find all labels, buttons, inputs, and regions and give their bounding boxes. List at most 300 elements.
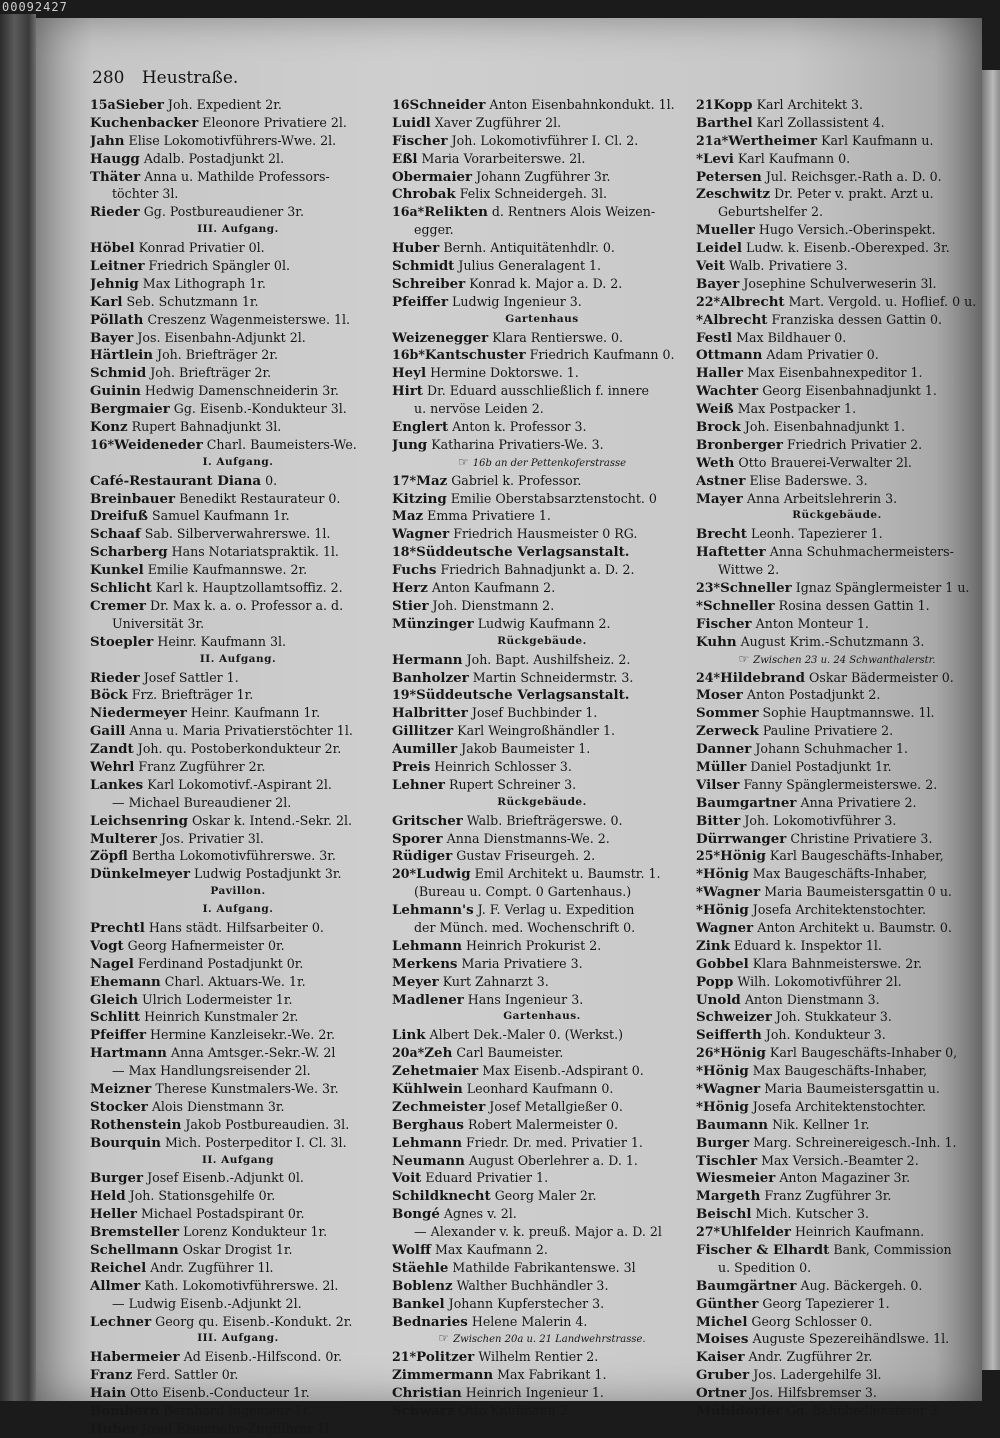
resident-name: Jehnig [90, 275, 139, 292]
resident-details: Klara Rentierswe. 0. [492, 329, 624, 345]
resident-details: Jakob Baumeister 1. [461, 741, 591, 757]
house-number: 16a* [392, 204, 425, 220]
resident-details: Dr. Eduard ausschließlich f. innere [427, 383, 649, 399]
resident-name: Weth [696, 454, 735, 471]
directory-entry [392, 525, 692, 543]
resident-name: Lechner [90, 1313, 152, 1330]
directory-entry [90, 722, 386, 740]
resident-name: Held [90, 1188, 126, 1205]
resident-name: Lankes [90, 776, 144, 793]
resident-name: Kühlwein [392, 1080, 463, 1097]
resident-details: Konrad Privatier 0l. [138, 240, 265, 256]
resident-details: Hans städt. Hilfsarbeiter 0. [148, 919, 324, 935]
section-heading: II. Aufgang. [199, 652, 277, 665]
directory-entry [392, 686, 692, 704]
directory-entry [696, 1241, 978, 1259]
resident-details: Anna Privatiere 2. [800, 794, 917, 810]
resident-details: Anton Dienstmann 3. [744, 991, 880, 1007]
directory-entry [90, 937, 386, 955]
resident-name: Scharberg [90, 544, 168, 561]
resident-name: Herz [392, 580, 428, 597]
resident-name: Boblenz [392, 1277, 453, 1294]
resident-details: Friedrich Privatier 2. [786, 436, 923, 452]
section-heading: Pavillon. [210, 885, 266, 898]
directory-entry [90, 1313, 386, 1331]
directory-entry [696, 382, 978, 400]
entry-continuation: (Bureau u. Compt. 0 Gartenhaus.) [414, 884, 632, 900]
resident-name: Schneider [409, 97, 486, 113]
directory-entry [696, 525, 978, 543]
resident-name: Pfeiffer [392, 293, 449, 310]
directory-entry [696, 883, 978, 901]
directory-entry [696, 1098, 978, 1116]
directory-entry [90, 96, 386, 114]
resident-name: Link [392, 1027, 426, 1044]
resident-details: Otto Brauerei-Verwalter 2l. [738, 454, 912, 470]
directory-entry [392, 579, 692, 597]
section-heading: Rückgebäude. [497, 634, 587, 647]
entry-continuation: — Michael Bureaudiener 2l. [112, 794, 292, 810]
entry-continuation: — Ludwig Eisenb.-Adjunkt 2l. [112, 1295, 302, 1311]
resident-details: Julius Generalagent 1. [458, 258, 602, 274]
directory-entry [392, 722, 692, 740]
resident-details: Daniel Postadjunkt 1r. [750, 758, 892, 774]
resident-details: Karl Baugeschäfts-Inhaber, [769, 848, 944, 864]
directory-entry [392, 1116, 692, 1134]
directory-entry [392, 704, 692, 722]
resident-name: Hirt [392, 383, 423, 400]
directory-entry [90, 329, 386, 347]
entry-continuation: Wittwe 2. [718, 562, 780, 578]
resident-details: Karl Baugeschäfts-Inhaber 0, [769, 1045, 958, 1061]
entry-continuation: töchter 3l. [112, 186, 179, 202]
directory-entry [90, 1205, 386, 1223]
directory-entry [392, 901, 692, 919]
resident-name: Bayer [696, 275, 740, 292]
directory-entry [90, 364, 386, 382]
resident-details: Joh. Kondukteur 3. [765, 1027, 886, 1043]
resident-details: Klara Bahnmeisterswe. 2r. [752, 955, 922, 971]
resident-name: Voit [392, 1170, 422, 1187]
directory-entry [696, 472, 978, 490]
resident-name: Bitter [696, 812, 741, 829]
resident-name: *Hönig [696, 1098, 749, 1115]
directory-entry [90, 507, 386, 525]
directory-entry [392, 1384, 692, 1402]
resident-details: Ludwig Ingenieur 3. [452, 293, 582, 309]
pointing-hand-icon: ☞ [457, 454, 469, 469]
directory-entry [392, 615, 692, 633]
resident-details: Joh. Lokomotivführer I. Cl. 2. [451, 132, 639, 148]
directory-entry [392, 472, 692, 490]
resident-details: Joh. Stationsgehilfe 0r. [129, 1188, 276, 1204]
directory-entry [392, 1026, 692, 1044]
resident-name: Wolff [392, 1242, 431, 1258]
directory-entry [392, 991, 692, 1009]
resident-name: Franz [90, 1367, 133, 1384]
resident-details: Hugo Versich.-Oberinspekt. [758, 222, 936, 238]
resident-name: Höbel [90, 240, 135, 257]
directory-entry [392, 239, 692, 257]
resident-details: Jos. Ladergehilfe 3l. [753, 1367, 882, 1383]
section-heading: Gartenhaus. [503, 1010, 581, 1023]
directory-entry [696, 1295, 978, 1313]
directory-entry [392, 364, 692, 382]
resident-details: Adam Privatier 0. [766, 347, 879, 363]
page-header [92, 68, 238, 88]
resident-details: Franz Zugführer 3r. [764, 1188, 892, 1204]
directory-entry [90, 114, 386, 132]
resident-name: Politzer [416, 1349, 475, 1366]
resident-details: Max Baugeschäfts-Inhaber, [752, 1063, 928, 1079]
resident-name: Café-Restaurant Diana [90, 472, 262, 489]
directory-entry [392, 740, 692, 758]
resident-name: Brock [696, 419, 741, 436]
directory-entry [696, 132, 978, 150]
directory-entry [90, 1402, 386, 1420]
directory-entry [90, 382, 386, 400]
resident-details: Oskar Bädermeister 0. [809, 669, 954, 685]
resident-name: Luidl [392, 114, 431, 131]
directory-entry [696, 543, 978, 561]
resident-name: Hain [90, 1385, 127, 1402]
resident-name: Reichel [90, 1259, 147, 1276]
resident-details: Jos. Hilfsbremser 3. [750, 1385, 877, 1401]
resident-name: Allmer [90, 1277, 141, 1294]
directory-column-2 [392, 96, 692, 1420]
resident-name: Hildebrand [720, 669, 806, 686]
resident-details: Kath. Lokomotivführerswe. 2l. [144, 1277, 339, 1293]
section-heading: III. Aufgang. [197, 1332, 279, 1345]
directory-entry [90, 865, 386, 883]
resident-details: Mathilde Fabrikantenswe. 3l [452, 1259, 636, 1275]
resident-name: Fuchs [392, 562, 437, 579]
resident-name: Nagel [90, 955, 134, 972]
resident-name: Halbritter [392, 705, 468, 722]
resident-name: Süddeutsche Verlagsanstalt. [416, 544, 630, 561]
directory-entry [392, 1366, 692, 1384]
directory-entry [90, 1080, 386, 1098]
resident-details: Oskar Drogist 1r. [182, 1242, 293, 1257]
resident-details: Josef Eisenb.-Adjunkt 0l. [147, 1170, 304, 1186]
directory-entry [392, 96, 692, 114]
directory-entry [696, 221, 978, 239]
resident-name: Thäter [90, 168, 141, 185]
directory-entry [392, 150, 692, 168]
house-number: 21a* [696, 132, 729, 148]
pointing-hand-icon: ☞ [438, 1331, 450, 1346]
directory-entry [696, 1384, 978, 1402]
resident-details: Xaver Zugführer 2l. [434, 114, 562, 130]
resident-details: Helene Malerin 4. [471, 1313, 588, 1329]
resident-name: Münzinger [392, 615, 474, 632]
resident-name: Schaaf [90, 526, 141, 543]
directory-entry [696, 293, 978, 311]
resident-name: Hartmann [90, 1045, 167, 1062]
resident-details: Anna u. Mathilde Professors- [144, 168, 330, 184]
resident-details: Nik. Kellner 1r. [772, 1116, 870, 1132]
resident-name: Wehrl [90, 758, 135, 775]
section-heading: I. Aufgang. [202, 455, 274, 468]
directory-entry [90, 311, 386, 329]
directory-entry [696, 1223, 978, 1241]
resident-details: Josef Eisenbahn-Zugführer 1l. [141, 1420, 334, 1436]
resident-name: Kitzing [392, 490, 447, 507]
directory-entry [392, 597, 692, 615]
resident-details: Anna Amtsger.-Sekr.-W. 2l [170, 1045, 336, 1061]
house-number: 16 [392, 97, 410, 112]
resident-name: Ottmann [696, 347, 763, 364]
directory-entry [696, 1152, 978, 1170]
resident-name: Fischer [696, 615, 752, 632]
resident-details: Ferd. Sattler 0r. [136, 1367, 239, 1383]
resident-name: Leitner [90, 258, 145, 275]
resident-name: Meyer [392, 973, 439, 990]
resident-details: Johann Zugführer 3r. [476, 168, 611, 184]
resident-details: Max Versich.-Beamter 2. [761, 1152, 919, 1168]
resident-details: Adalb. Postadjunkt 2l. [143, 150, 285, 166]
directory-entry [392, 203, 692, 221]
resident-details: Eduard Privatier 1. [425, 1170, 549, 1186]
resident-name: Zehetmaier [392, 1063, 479, 1080]
directory-entry [90, 543, 386, 561]
directory-entry [696, 973, 978, 991]
directory-entry [90, 579, 386, 597]
directory-entry [90, 561, 386, 579]
house-number: 23* [696, 580, 721, 596]
resident-name: *Hönig [696, 866, 749, 883]
resident-name: Bremsteller [90, 1224, 180, 1241]
resident-name: Baumann [696, 1116, 769, 1133]
resident-name: Schmid [90, 365, 147, 382]
cross-street-text: Zwischen 20a u. 21 Landwehrstrasse. [453, 1334, 646, 1346]
resident-name: Weiß [696, 401, 734, 418]
resident-name: *Albrecht [696, 311, 768, 328]
directory-entry [392, 651, 692, 669]
directory-entry [696, 346, 978, 364]
directory-entry [392, 543, 692, 561]
directory-entry [90, 239, 386, 257]
resident-name: Baumgärtner [696, 1277, 797, 1294]
directory-entry [392, 346, 692, 364]
resident-details: Josefa Architektenstochter. [752, 1098, 927, 1114]
resident-details: Bertha Lokomotivführerswe. 3r. [131, 848, 336, 864]
resident-name: Guinin [90, 383, 141, 400]
resident-details: Mart. Vergold. u. Hoflief. 0 u. [788, 293, 977, 309]
resident-name: Mayer [696, 490, 743, 507]
resident-name: Burger [696, 1134, 750, 1151]
resident-name: Leichsenring [90, 812, 188, 829]
resident-name: Bednaries [392, 1313, 468, 1330]
resident-name: Chrobak [392, 186, 456, 203]
directory-entry [696, 937, 978, 955]
resident-details: Joh. Dienstmann 2. [432, 597, 555, 613]
resident-name: Maz [416, 472, 448, 489]
resident-name: Schreiber [392, 275, 466, 292]
directory-entry [90, 150, 386, 168]
resident-details: Karl Architekt 3. [756, 97, 864, 112]
directory-entry [392, 1080, 692, 1098]
resident-name: *Hönig [696, 902, 749, 919]
house-number: 20* [392, 866, 417, 882]
resident-details: Felix Schneidergeh. 3l. [459, 186, 607, 202]
entry-continuation: der Münch. med. Wochenschrift 0. [414, 919, 636, 935]
resident-name: Festl [696, 329, 733, 346]
directory-entry [696, 669, 978, 687]
cross-street-note [696, 651, 978, 669]
resident-details: Anna Schuhmachermeisters- [769, 544, 954, 560]
resident-name: Gleich [90, 991, 139, 1008]
directory-entry [90, 418, 386, 436]
resident-name: Sieber [115, 97, 164, 113]
resident-details: Gg. Eisenb.-Kondukteur 3l. [173, 401, 347, 417]
directory-entry [696, 311, 978, 329]
resident-name: Maz [392, 508, 424, 525]
directory-entry [90, 973, 386, 991]
resident-details: Josef Sattler 1. [143, 669, 239, 685]
resident-details: Heinr. Kaufmann 3l. [157, 633, 286, 649]
house-number: 21* [392, 1349, 417, 1365]
directory-entry [90, 776, 386, 794]
resident-details: Joh. Bapt. Aushilfsheiz. 2. [466, 651, 631, 667]
resident-name: Zeschwitz [696, 186, 771, 203]
resident-name: Vilser [696, 776, 740, 793]
resident-details: Franz Zugführer 2r. [138, 758, 266, 774]
directory-entry [392, 1402, 692, 1420]
directory-entry [696, 364, 978, 382]
directory-entry [392, 776, 692, 794]
directory-entry [90, 132, 386, 150]
house-number: 20a* [392, 1045, 425, 1061]
resident-name: Huber [392, 240, 440, 257]
directory-entry [90, 955, 386, 973]
resident-name: Lehmann's [392, 902, 474, 919]
resident-name: Zerweck [696, 723, 759, 740]
directory-entry [392, 812, 692, 830]
resident-name: Lehmann [392, 1134, 462, 1151]
resident-details: Friedrich Spängler 0l. [148, 258, 290, 274]
resident-details: Therese Kunstmalers-We. 3r. [155, 1080, 339, 1096]
house-number: 25* [696, 848, 721, 864]
directory-entry [696, 1080, 978, 1098]
directory-entry [90, 1169, 386, 1187]
directory-entry [696, 776, 978, 794]
resident-details: Josefa Architektenstochter. [752, 902, 927, 918]
resident-name: Wachter [696, 383, 759, 400]
resident-name: Günther [696, 1295, 759, 1312]
resident-name: Müller [696, 758, 747, 775]
resident-details: d. Rentners Alois Weizen- [491, 204, 656, 220]
entry-continuation: Geburtshelfer 2. [718, 204, 823, 220]
resident-details: Anton Eisenbahnkondukt. 1l. [489, 97, 675, 112]
resident-name: Karl [90, 293, 123, 310]
section-heading: III. Aufgang. [197, 223, 279, 236]
directory-column-3 [696, 96, 978, 1420]
cross-street-note [392, 1330, 692, 1348]
resident-details: Friedrich Hausmeister 0 RG. [453, 526, 638, 542]
resident-name: Härtlein [90, 347, 153, 364]
resident-name: Banholzer [392, 669, 469, 686]
resident-details: Joh. Briefträger 2r. [150, 365, 272, 381]
resident-details: Friedr. Dr. med. Privatier 1. [466, 1134, 643, 1150]
resident-name: Mühldorfer [696, 1403, 783, 1420]
resident-details: Maria Privatiere 3. [461, 955, 583, 971]
directory-entry [392, 758, 692, 776]
directory-entry [392, 114, 692, 132]
resident-details: Karl Zollassistent 4. [756, 114, 885, 130]
resident-name: Baumgartner [696, 794, 797, 811]
resident-details: Friedrich Kaufmann 0. [529, 347, 675, 363]
directory-entry [90, 1187, 386, 1205]
resident-name: Unold [696, 991, 741, 1008]
resident-name: Weizenegger [392, 329, 489, 346]
resident-details: Ludwig Postadjunkt 3r. [194, 866, 342, 882]
resident-name: Sommer [696, 705, 759, 722]
resident-name: Pfeiffer [90, 1027, 147, 1044]
resident-name: Barthel [696, 114, 753, 131]
directory-entry [90, 919, 386, 937]
directory-entry [392, 1062, 692, 1080]
directory-entry [90, 669, 386, 687]
resident-details: Gg. Bahnbediensteter 3. [786, 1403, 942, 1419]
resident-name: Gaill [90, 723, 126, 740]
directory-entry [696, 919, 978, 937]
resident-name: Dürrwanger [696, 830, 787, 847]
entry-continuation: — Alexander v. k. preuß. Major a. D. 2l [414, 1224, 662, 1240]
resident-name: Beischl [696, 1206, 752, 1223]
directory-entry [90, 1008, 386, 1026]
resident-details: Alois Dienstmann 3r. [151, 1098, 285, 1114]
resident-details: Anton Monteur 1. [755, 615, 869, 631]
directory-entry [696, 1008, 978, 1026]
resident-name: Lehmann [392, 937, 462, 954]
resident-details: Anton Postadjunkt 2. [746, 687, 881, 703]
directory-entry [696, 812, 978, 830]
resident-details: Ludwig Kaufmann 2. [477, 615, 611, 631]
directory-entry [696, 1134, 978, 1152]
directory-entry [696, 418, 978, 436]
resident-name: Popp [696, 973, 734, 990]
resident-details: Creszenz Wagenmeisterswe. 1l. [147, 311, 350, 327]
resident-details: Joh. Expedient 2r. [167, 97, 282, 112]
directory-entry [696, 830, 978, 848]
resident-details: Andr. Zugführer 2r. [748, 1349, 873, 1365]
resident-name: Bayer [90, 329, 134, 346]
directory-entry [392, 1169, 692, 1187]
resident-name: Ludwig [416, 866, 471, 883]
resident-details: Seb. Schutzmann 1r. [126, 293, 259, 309]
resident-name: Böck [90, 687, 128, 704]
resident-details: Benedikt Restaurateur 0. [179, 490, 341, 506]
resident-details: Joh. Eisenbahnadjunkt 1. [744, 419, 905, 435]
directory-entry [696, 865, 978, 883]
resident-details: Walb. Privatiere 3. [728, 258, 848, 274]
resident-name: Schwarz [392, 1403, 455, 1420]
resident-name: Zink [696, 937, 730, 954]
resident-name: Kunkel [90, 562, 144, 579]
directory-entry [392, 1152, 692, 1170]
directory-entry [90, 991, 386, 1009]
resident-name: Ehemann [90, 973, 161, 990]
directory-entry [696, 239, 978, 257]
resident-name: Kopp [713, 97, 753, 113]
resident-name: Prechtl [90, 919, 145, 936]
resident-details: Hedwig Damenschneiderin 3r. [144, 383, 339, 399]
resident-details: Leonhard Kaufmann 0. [466, 1080, 614, 1096]
resident-name: Gruber [696, 1367, 750, 1384]
resident-name: Multerer [90, 830, 157, 847]
resident-details: Bernhard Ingenieur 1r. [163, 1403, 312, 1419]
